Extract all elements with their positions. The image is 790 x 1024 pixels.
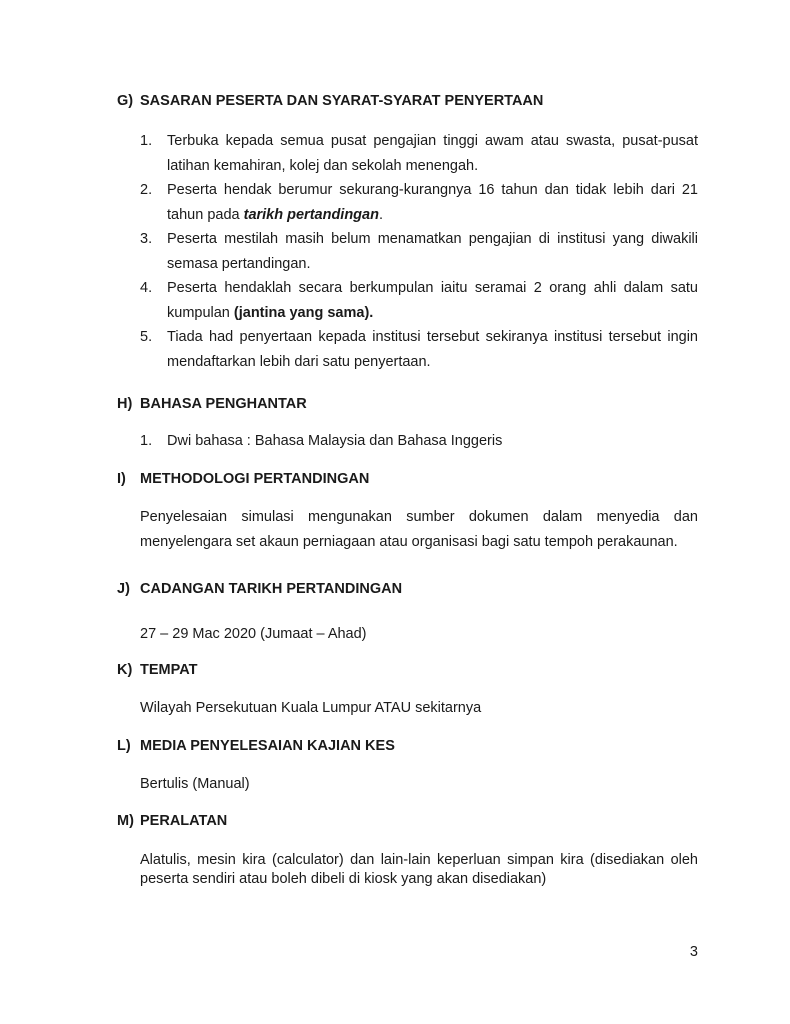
section-g-list [140, 129, 698, 374]
section-k-body: Wilayah Persekutuan Kuala Lumpur ATAU sekitarnya [140, 700, 482, 716]
section-l-heading [117, 738, 395, 754]
list-item-emphasis: tarikh pertandingan [243, 206, 379, 223]
page-number: 3 [689, 944, 698, 960]
section-i-body: Penyelesaian simulasi mengunakan sumber dokumen dalam menyedia dan menyelengara set akaun perniagaan atau organisasi bagi satu tempoh perakaunan. [140, 509, 698, 550]
section-i-heading [117, 471, 369, 487]
list-item-text: Peserta mestilah masih belum menamatkan pengajian di institusi yang diwakili semasa pertandingan. [167, 231, 698, 272]
section-m-letter: M) [117, 813, 134, 829]
section-j-title: CADANGAN TARIKH PERTANDINGAN [140, 581, 403, 597]
section-m-body: Alatulis, mesin kira (calculator) dan lain-lain keperluan simpan kira (disediakan oleh peserta sendiri atau boleh dibeli di kiosk yang akan disediakan) [140, 852, 698, 887]
list-item-number: 4. [140, 280, 153, 296]
list-item-number: 5. [140, 329, 153, 345]
section-l-letter: L) [117, 738, 131, 754]
section-l-title: MEDIA PENYELESAIAN KAJIAN KES [140, 738, 395, 754]
section-h-letter: H) [117, 396, 133, 412]
section-g-title: SASARAN PESERTA DAN SYARAT-SYARAT PENYERTAAN [140, 93, 544, 109]
list-item-text: Terbuka kepada semua pusat pengajian tinggi awam atau swasta, pusat-pusat latihan kemahiran, kolej dan sekolah menengah. [167, 133, 698, 174]
section-m-title: PERALATAN [140, 813, 228, 829]
list-item-text: Peserta hendaklah secara berkumpulan iaitu seramai 2 orang ahli dalam satu kumpulan [167, 280, 698, 321]
section-g-letter: G) [117, 93, 134, 109]
list-item-emphasis: (jantina yang sama). [233, 304, 374, 321]
section-h-title: BAHASA PENGHANTAR [140, 396, 307, 412]
list-item-text-end: . [378, 206, 383, 223]
section-j-letter: J) [117, 581, 130, 597]
section-g-heading [117, 93, 543, 109]
section-k-title: TEMPAT [140, 662, 198, 678]
section-l-body: Bertulis (Manual) [140, 776, 250, 792]
list-item [140, 429, 698, 454]
list-item-number: 3. [140, 231, 153, 247]
section-h-list [140, 429, 698, 454]
section-i-letter: I) [117, 471, 126, 487]
section-h-heading [117, 396, 307, 412]
list-item-text: Tiada had penyertaan kepada institusi tersebut sekiranya institusi tersebut ingin mendaftarkan lebih dari satu penyertaan. [167, 329, 698, 370]
list-item-number: 1. [140, 133, 153, 149]
list-item [140, 227, 698, 276]
list-item-text: Dwi bahasa : Bahasa Malaysia dan Bahasa Inggeris [167, 433, 503, 449]
section-i-title: METHODOLOGI PERTANDINGAN [140, 471, 370, 487]
list-item [140, 276, 698, 325]
list-item [140, 129, 698, 178]
list-item-number: 1. [140, 433, 153, 449]
list-item [140, 178, 698, 227]
list-item-number: 2. [140, 182, 153, 198]
section-j-body: 27 – 29 Mac 2020 (Jumaat – Ahad) [140, 626, 367, 642]
section-m-heading [117, 813, 227, 829]
section-j-heading [117, 581, 402, 597]
section-k-heading [117, 662, 197, 678]
section-k-letter: K) [117, 662, 133, 678]
list-item [140, 325, 698, 374]
list-item-text: Peserta hendak berumur sekurang-kurangnya 16 tahun dan tidak lebih dari 21 tahun pada [167, 182, 698, 223]
